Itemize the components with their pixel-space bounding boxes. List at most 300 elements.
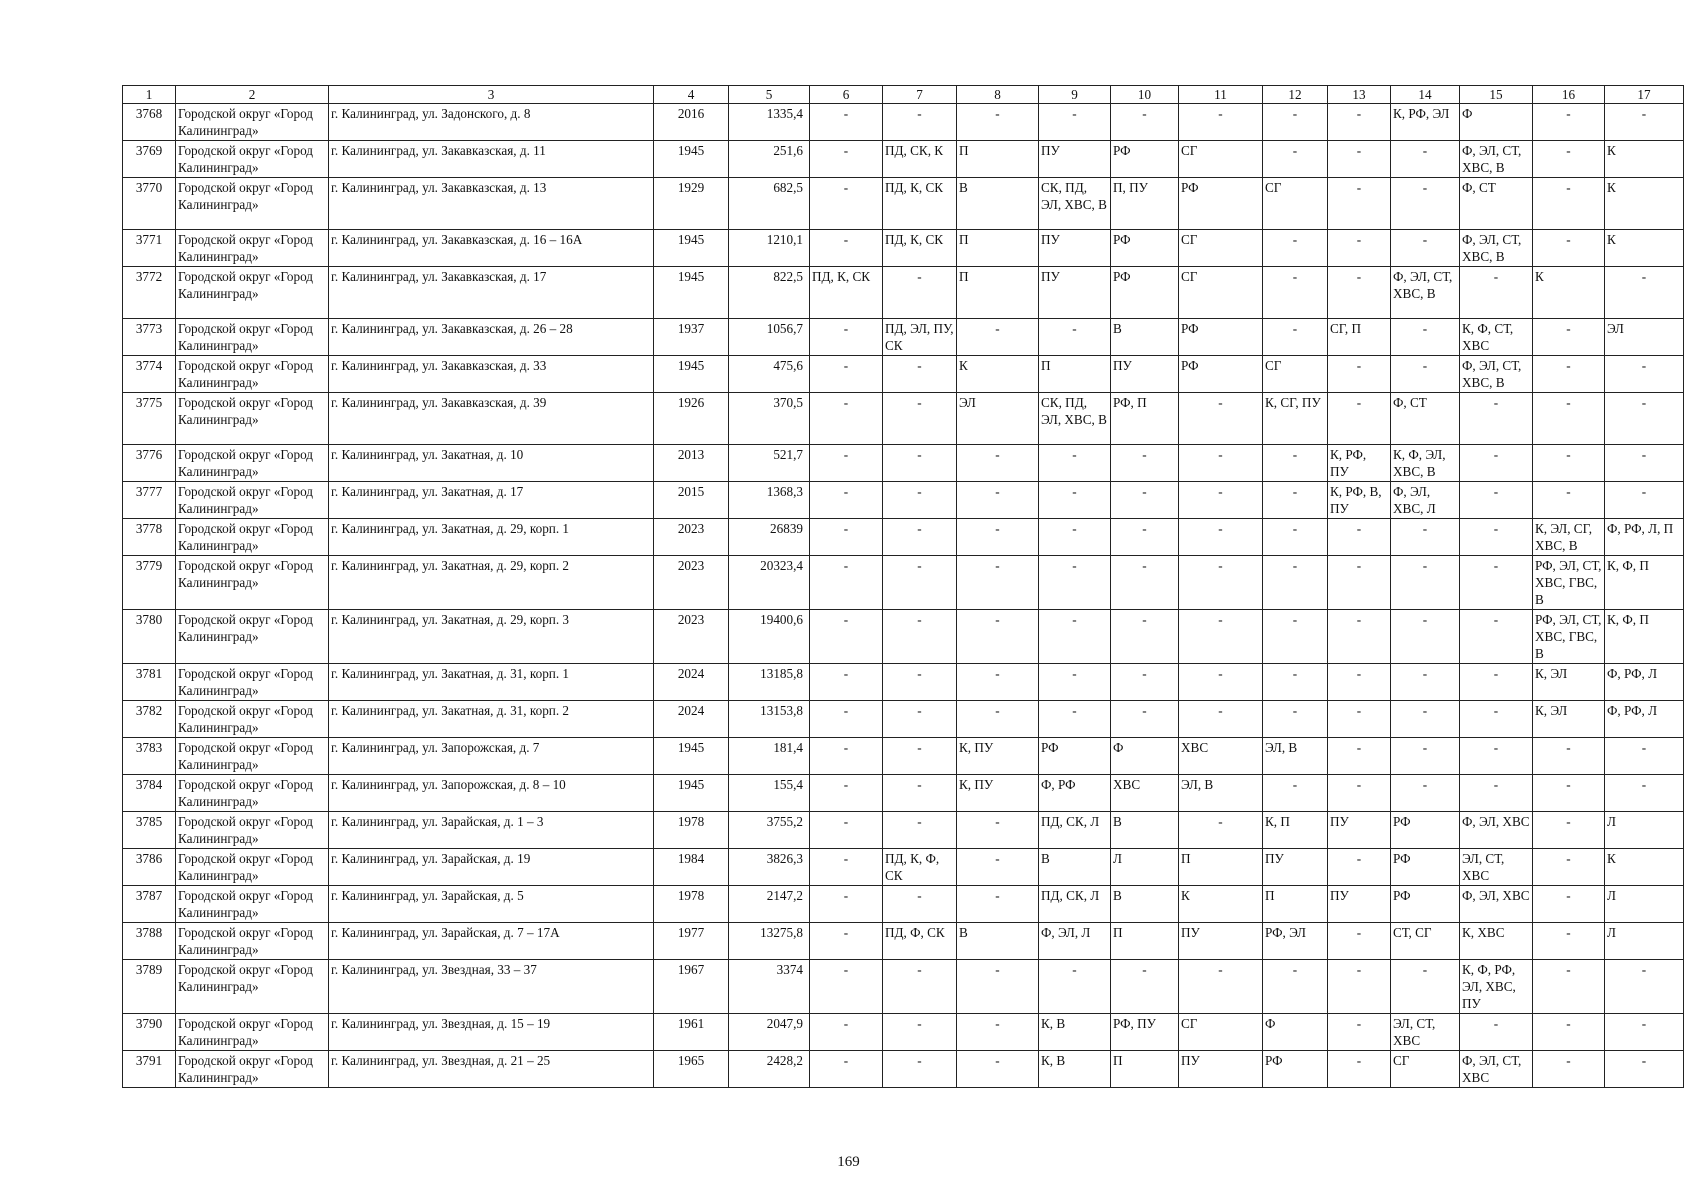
cell-col-11: РФ xyxy=(1179,356,1263,393)
cell-col-16: РФ, ЭЛ, СТ, ХВС, ГВС, В xyxy=(1533,556,1605,610)
cell-col-16: - xyxy=(1533,445,1605,482)
cell-col-14: РФ xyxy=(1391,812,1460,849)
cell-col-7: - xyxy=(883,812,957,849)
cell-col-13: - xyxy=(1328,701,1391,738)
table-row xyxy=(123,923,1684,960)
cell-col-8: - xyxy=(957,104,1039,141)
cell-col-12: РФ, ЭЛ xyxy=(1263,923,1328,960)
cell-col-11: - xyxy=(1179,445,1263,482)
cell-col-10: Ф xyxy=(1111,738,1179,775)
table-row xyxy=(123,356,1684,393)
cell-address: г. Калининград, ул. Зарайская, д. 19 xyxy=(329,849,654,886)
column-header: 12 xyxy=(1263,86,1328,104)
cell-row-number: 3787 xyxy=(123,886,176,923)
cell-col-10: РФ xyxy=(1111,230,1179,267)
table-row xyxy=(123,1051,1684,1088)
cell-year-built: 1945 xyxy=(654,356,729,393)
cell-year-built: 1967 xyxy=(654,960,729,1014)
column-header: 16 xyxy=(1533,86,1605,104)
cell-col-8: - xyxy=(957,960,1039,1014)
cell-col-11: К xyxy=(1179,886,1263,923)
cell-col-17: - xyxy=(1605,1051,1684,1088)
cell-row-number: 3781 xyxy=(123,664,176,701)
cell-col-13: - xyxy=(1328,738,1391,775)
cell-row-number: 3785 xyxy=(123,812,176,849)
cell-col-7: - xyxy=(883,519,957,556)
cell-col-15: - xyxy=(1460,1014,1533,1051)
cell-address: г. Калининград, ул. Звездная, д. 21 – 25 xyxy=(329,1051,654,1088)
cell-col-8: - xyxy=(957,482,1039,519)
cell-area: 822,5 xyxy=(729,267,810,319)
cell-address: г. Калининград, ул. Запорожская, д. 8 – 10 xyxy=(329,775,654,812)
cell-col-16: РФ, ЭЛ, СТ, ХВС, ГВС, В xyxy=(1533,610,1605,664)
cell-col-13: - xyxy=(1328,849,1391,886)
cell-col-13: - xyxy=(1328,178,1391,230)
cell-col-14: Ф, ЭЛ, ХВС, Л xyxy=(1391,482,1460,519)
cell-col-6: - xyxy=(810,556,883,610)
cell-col-7: - xyxy=(883,1051,957,1088)
table-row xyxy=(123,482,1684,519)
cell-address: г. Калининград, ул. Закавказская, д. 16 – 16А xyxy=(329,230,654,267)
cell-col-9: ПД, СК, Л xyxy=(1039,812,1111,849)
cell-col-16: К, ЭЛ xyxy=(1533,664,1605,701)
cell-col-12: - xyxy=(1263,141,1328,178)
cell-col-7: ПД, К, СК xyxy=(883,178,957,230)
cell-col-6: - xyxy=(810,230,883,267)
cell-col-7: ПД, Ф, СК xyxy=(883,923,957,960)
cell-year-built: 2024 xyxy=(654,701,729,738)
table-row xyxy=(123,230,1684,267)
cell-row-number: 3772 xyxy=(123,267,176,319)
cell-col-6: - xyxy=(810,849,883,886)
cell-municipality: Городской округ «Город Калининград» xyxy=(176,1051,329,1088)
cell-area: 13185,8 xyxy=(729,664,810,701)
cell-col-8: П xyxy=(957,267,1039,319)
registry-table xyxy=(122,85,1684,1088)
cell-col-16: - xyxy=(1533,1014,1605,1051)
cell-col-8: - xyxy=(957,319,1039,356)
cell-col-15: - xyxy=(1460,556,1533,610)
cell-col-15: К, Ф, СТ, ХВС xyxy=(1460,319,1533,356)
cell-col-17: Ф, РФ, Л xyxy=(1605,701,1684,738)
cell-col-12: П xyxy=(1263,886,1328,923)
cell-col-11: - xyxy=(1179,482,1263,519)
cell-year-built: 2023 xyxy=(654,556,729,610)
cell-col-11: ХВС xyxy=(1179,738,1263,775)
table-row xyxy=(123,178,1684,230)
cell-col-12: - xyxy=(1263,556,1328,610)
cell-municipality: Городской округ «Город Калининград» xyxy=(176,393,329,445)
table-row xyxy=(123,319,1684,356)
cell-municipality: Городской округ «Город Калининград» xyxy=(176,141,329,178)
cell-col-9: - xyxy=(1039,960,1111,1014)
cell-col-9: - xyxy=(1039,319,1111,356)
cell-col-8: К, ПУ xyxy=(957,738,1039,775)
cell-year-built: 1937 xyxy=(654,319,729,356)
cell-col-16: - xyxy=(1533,356,1605,393)
column-header: 15 xyxy=(1460,86,1533,104)
cell-col-11: - xyxy=(1179,393,1263,445)
cell-col-9: ПУ xyxy=(1039,230,1111,267)
cell-col-8: - xyxy=(957,519,1039,556)
cell-col-9: РФ xyxy=(1039,738,1111,775)
cell-area: 682,5 xyxy=(729,178,810,230)
cell-col-15: ЭЛ, СТ, ХВС xyxy=(1460,849,1533,886)
cell-col-7: - xyxy=(883,664,957,701)
cell-municipality: Городской округ «Город Калининград» xyxy=(176,923,329,960)
cell-address: г. Калининград, ул. Закатная, д. 31, корп. 2 xyxy=(329,701,654,738)
cell-col-6: - xyxy=(810,393,883,445)
cell-municipality: Городской округ «Город Калининград» xyxy=(176,356,329,393)
cell-area: 13153,8 xyxy=(729,701,810,738)
cell-col-17: - xyxy=(1605,356,1684,393)
cell-year-built: 1945 xyxy=(654,738,729,775)
cell-col-8: - xyxy=(957,1014,1039,1051)
cell-col-9: - xyxy=(1039,664,1111,701)
cell-municipality: Городской округ «Город Калининград» xyxy=(176,556,329,610)
cell-address: г. Калининград, ул. Зарайская, д. 7 – 17А xyxy=(329,923,654,960)
cell-col-13: - xyxy=(1328,664,1391,701)
cell-municipality: Городской округ «Город Калининград» xyxy=(176,1014,329,1051)
cell-col-6: - xyxy=(810,812,883,849)
cell-col-17: - xyxy=(1605,775,1684,812)
cell-col-7: - xyxy=(883,1014,957,1051)
cell-col-10: П xyxy=(1111,1051,1179,1088)
cell-municipality: Городской округ «Город Калининград» xyxy=(176,738,329,775)
cell-col-15: Ф, ЭЛ, ХВС xyxy=(1460,886,1533,923)
table-row xyxy=(123,812,1684,849)
cell-col-7: - xyxy=(883,738,957,775)
cell-row-number: 3773 xyxy=(123,319,176,356)
cell-col-14: - xyxy=(1391,701,1460,738)
cell-col-15: - xyxy=(1460,701,1533,738)
cell-col-10: - xyxy=(1111,104,1179,141)
cell-col-14: К, РФ, ЭЛ xyxy=(1391,104,1460,141)
cell-col-15: - xyxy=(1460,519,1533,556)
cell-col-17: - xyxy=(1605,960,1684,1014)
cell-row-number: 3769 xyxy=(123,141,176,178)
cell-col-14: - xyxy=(1391,960,1460,1014)
table-row xyxy=(123,556,1684,610)
cell-municipality: Городской округ «Город Калининград» xyxy=(176,664,329,701)
cell-col-10: Л xyxy=(1111,849,1179,886)
cell-col-13: - xyxy=(1328,141,1391,178)
cell-col-8: - xyxy=(957,701,1039,738)
cell-row-number: 3784 xyxy=(123,775,176,812)
cell-year-built: 1945 xyxy=(654,267,729,319)
cell-year-built: 2023 xyxy=(654,519,729,556)
table-row xyxy=(123,738,1684,775)
cell-col-6: - xyxy=(810,482,883,519)
cell-area: 1368,3 xyxy=(729,482,810,519)
cell-area: 20323,4 xyxy=(729,556,810,610)
cell-row-number: 3775 xyxy=(123,393,176,445)
cell-col-13: - xyxy=(1328,1014,1391,1051)
cell-col-16: - xyxy=(1533,886,1605,923)
cell-col-6: - xyxy=(810,610,883,664)
cell-row-number: 3777 xyxy=(123,482,176,519)
cell-address: г. Калининград, ул. Закавказская, д. 13 xyxy=(329,178,654,230)
cell-address: г. Калининград, ул. Задонского, д. 8 xyxy=(329,104,654,141)
cell-col-15: - xyxy=(1460,393,1533,445)
cell-col-16: - xyxy=(1533,104,1605,141)
cell-year-built: 2023 xyxy=(654,610,729,664)
cell-col-9: ПУ xyxy=(1039,267,1111,319)
cell-col-15: Ф, ЭЛ, СТ, ХВС, В xyxy=(1460,230,1533,267)
cell-col-6: - xyxy=(810,319,883,356)
cell-address: г. Калининград, ул. Закатная, д. 29, корп. 1 xyxy=(329,519,654,556)
column-header: 17 xyxy=(1605,86,1684,104)
cell-col-14: - xyxy=(1391,775,1460,812)
cell-col-12: - xyxy=(1263,230,1328,267)
cell-col-15: Ф, ЭЛ, ХВС xyxy=(1460,812,1533,849)
cell-col-7: ПД, ЭЛ, ПУ, СК xyxy=(883,319,957,356)
cell-col-9: - xyxy=(1039,104,1111,141)
cell-municipality: Городской округ «Город Калининград» xyxy=(176,445,329,482)
cell-col-10: ХВС xyxy=(1111,775,1179,812)
cell-col-6: ПД, К, СК xyxy=(810,267,883,319)
cell-col-10: П, ПУ xyxy=(1111,178,1179,230)
cell-col-17: - xyxy=(1605,738,1684,775)
cell-municipality: Городской округ «Город Калининград» xyxy=(176,319,329,356)
table-row xyxy=(123,519,1684,556)
cell-area: 521,7 xyxy=(729,445,810,482)
cell-col-16: К xyxy=(1533,267,1605,319)
cell-col-13: ПУ xyxy=(1328,886,1391,923)
cell-municipality: Городской округ «Город Калининград» xyxy=(176,519,329,556)
cell-col-7: - xyxy=(883,701,957,738)
column-header: 3 xyxy=(329,86,654,104)
cell-col-14: Ф, ЭЛ, СТ, ХВС, В xyxy=(1391,267,1460,319)
cell-col-17: К, Ф, П xyxy=(1605,556,1684,610)
cell-year-built: 2024 xyxy=(654,664,729,701)
cell-col-6: - xyxy=(810,1051,883,1088)
cell-col-11: - xyxy=(1179,104,1263,141)
table-body xyxy=(123,104,1684,1088)
cell-row-number: 3786 xyxy=(123,849,176,886)
table-row xyxy=(123,393,1684,445)
cell-col-11: РФ xyxy=(1179,178,1263,230)
cell-col-8: - xyxy=(957,556,1039,610)
cell-col-15: - xyxy=(1460,267,1533,319)
cell-row-number: 3779 xyxy=(123,556,176,610)
cell-col-13: - xyxy=(1328,610,1391,664)
cell-col-15: К, ХВС xyxy=(1460,923,1533,960)
cell-col-9: В xyxy=(1039,849,1111,886)
cell-address: г. Калининград, ул. Зарайская, д. 5 xyxy=(329,886,654,923)
cell-col-15: Ф, ЭЛ, СТ, ХВС, В xyxy=(1460,141,1533,178)
cell-col-9: П xyxy=(1039,356,1111,393)
cell-col-9: СК, ПД, ЭЛ, ХВС, В xyxy=(1039,178,1111,230)
cell-col-10: - xyxy=(1111,445,1179,482)
cell-year-built: 1978 xyxy=(654,886,729,923)
cell-col-14: ЭЛ, СТ, ХВС xyxy=(1391,1014,1460,1051)
column-header: 1 xyxy=(123,86,176,104)
cell-address: г. Калининград, ул. Закатная, д. 17 xyxy=(329,482,654,519)
cell-col-11: П xyxy=(1179,849,1263,886)
cell-col-11: СГ xyxy=(1179,1014,1263,1051)
cell-col-7: - xyxy=(883,445,957,482)
cell-col-14: - xyxy=(1391,556,1460,610)
cell-col-7: - xyxy=(883,960,957,1014)
cell-col-13: - xyxy=(1328,556,1391,610)
cell-col-12: - xyxy=(1263,267,1328,319)
cell-municipality: Городской округ «Город Калининград» xyxy=(176,960,329,1014)
cell-col-15: Ф, ЭЛ, СТ, ХВС xyxy=(1460,1051,1533,1088)
cell-col-11: - xyxy=(1179,701,1263,738)
cell-area: 1210,1 xyxy=(729,230,810,267)
cell-col-6: - xyxy=(810,1014,883,1051)
cell-area: 1056,7 xyxy=(729,319,810,356)
cell-col-17: К xyxy=(1605,141,1684,178)
cell-address: г. Калининград, ул. Запорожская, д. 7 xyxy=(329,738,654,775)
cell-col-17: - xyxy=(1605,445,1684,482)
cell-col-13: СГ, П xyxy=(1328,319,1391,356)
table-row xyxy=(123,960,1684,1014)
cell-row-number: 3780 xyxy=(123,610,176,664)
cell-col-11: ЭЛ, В xyxy=(1179,775,1263,812)
cell-col-14: - xyxy=(1391,178,1460,230)
cell-row-number: 3788 xyxy=(123,923,176,960)
cell-col-7: - xyxy=(883,267,957,319)
cell-col-12: ЭЛ, В xyxy=(1263,738,1328,775)
cell-col-12: - xyxy=(1263,519,1328,556)
cell-address: г. Калининград, ул. Закавказская, д. 17 xyxy=(329,267,654,319)
cell-col-16: - xyxy=(1533,141,1605,178)
cell-col-11: ПУ xyxy=(1179,1051,1263,1088)
cell-col-14: - xyxy=(1391,319,1460,356)
cell-col-7: - xyxy=(883,610,957,664)
cell-area: 155,4 xyxy=(729,775,810,812)
cell-col-17: Ф, РФ, Л xyxy=(1605,664,1684,701)
cell-col-16: - xyxy=(1533,812,1605,849)
cell-col-8: - xyxy=(957,610,1039,664)
cell-municipality: Городской округ «Город Калининград» xyxy=(176,230,329,267)
cell-col-15: - xyxy=(1460,775,1533,812)
cell-col-13: К, РФ, В, ПУ xyxy=(1328,482,1391,519)
cell-col-12: - xyxy=(1263,960,1328,1014)
cell-municipality: Городской округ «Город Калининград» xyxy=(176,267,329,319)
cell-col-13: - xyxy=(1328,960,1391,1014)
cell-col-12: - xyxy=(1263,482,1328,519)
cell-col-12: РФ xyxy=(1263,1051,1328,1088)
cell-address: г. Калининград, ул. Звездная, д. 15 – 19 xyxy=(329,1014,654,1051)
cell-col-12: СГ xyxy=(1263,178,1328,230)
cell-col-14: - xyxy=(1391,519,1460,556)
cell-col-16: - xyxy=(1533,230,1605,267)
cell-col-13: - xyxy=(1328,230,1391,267)
cell-col-9: - xyxy=(1039,610,1111,664)
cell-area: 2047,9 xyxy=(729,1014,810,1051)
cell-col-8: ЭЛ xyxy=(957,393,1039,445)
cell-col-8: - xyxy=(957,664,1039,701)
cell-col-10: - xyxy=(1111,482,1179,519)
cell-address: г. Калининград, ул. Закатная, д. 10 xyxy=(329,445,654,482)
cell-col-6: - xyxy=(810,519,883,556)
cell-col-9: - xyxy=(1039,556,1111,610)
cell-col-13: - xyxy=(1328,267,1391,319)
cell-municipality: Городской округ «Город Калининград» xyxy=(176,104,329,141)
cell-col-7: - xyxy=(883,556,957,610)
cell-col-17: - xyxy=(1605,104,1684,141)
cell-row-number: 3782 xyxy=(123,701,176,738)
cell-col-8: П xyxy=(957,230,1039,267)
cell-col-17: - xyxy=(1605,267,1684,319)
cell-col-6: - xyxy=(810,445,883,482)
cell-col-15: Ф, СТ xyxy=(1460,178,1533,230)
table-row xyxy=(123,664,1684,701)
cell-row-number: 3771 xyxy=(123,230,176,267)
cell-col-7: ПД, К, СК xyxy=(883,230,957,267)
cell-col-14: - xyxy=(1391,664,1460,701)
cell-col-11: ПУ xyxy=(1179,923,1263,960)
cell-address: г. Калининград, ул. Закатная, д. 29, корп. 2 xyxy=(329,556,654,610)
table-row xyxy=(123,775,1684,812)
cell-col-9: ПД, СК, Л xyxy=(1039,886,1111,923)
cell-col-8: К, ПУ xyxy=(957,775,1039,812)
cell-col-16: - xyxy=(1533,738,1605,775)
cell-col-11: - xyxy=(1179,610,1263,664)
cell-row-number: 3783 xyxy=(123,738,176,775)
cell-municipality: Городской округ «Город Калининград» xyxy=(176,812,329,849)
cell-address: г. Калининград, ул. Закавказская, д. 39 xyxy=(329,393,654,445)
cell-col-10: - xyxy=(1111,960,1179,1014)
cell-col-6: - xyxy=(810,356,883,393)
cell-col-13: - xyxy=(1328,519,1391,556)
cell-col-7: - xyxy=(883,482,957,519)
cell-row-number: 3789 xyxy=(123,960,176,1014)
cell-col-17: - xyxy=(1605,1014,1684,1051)
cell-col-17: Л xyxy=(1605,923,1684,960)
cell-col-9: - xyxy=(1039,445,1111,482)
cell-col-17: К xyxy=(1605,178,1684,230)
cell-col-14: СГ xyxy=(1391,1051,1460,1088)
cell-col-12: - xyxy=(1263,445,1328,482)
cell-col-11: - xyxy=(1179,519,1263,556)
cell-col-10: В xyxy=(1111,812,1179,849)
cell-col-14: - xyxy=(1391,610,1460,664)
table-row xyxy=(123,267,1684,319)
cell-col-6: - xyxy=(810,923,883,960)
cell-col-16: - xyxy=(1533,482,1605,519)
cell-col-6: - xyxy=(810,701,883,738)
column-header: 13 xyxy=(1328,86,1391,104)
cell-year-built: 1977 xyxy=(654,923,729,960)
cell-col-10: РФ xyxy=(1111,267,1179,319)
column-header: 5 xyxy=(729,86,810,104)
cell-col-12: - xyxy=(1263,664,1328,701)
cell-address: г. Калининград, ул. Закатная, д. 31, корп. 1 xyxy=(329,664,654,701)
cell-col-8: - xyxy=(957,1051,1039,1088)
cell-col-15: - xyxy=(1460,445,1533,482)
cell-year-built: 1929 xyxy=(654,178,729,230)
cell-address: г. Калининград, ул. Закавказская, д. 33 xyxy=(329,356,654,393)
cell-col-10: РФ xyxy=(1111,141,1179,178)
cell-col-15: - xyxy=(1460,610,1533,664)
cell-municipality: Городской округ «Город Калининград» xyxy=(176,775,329,812)
table-row xyxy=(123,610,1684,664)
column-header: 7 xyxy=(883,86,957,104)
cell-col-13: ПУ xyxy=(1328,812,1391,849)
cell-col-8: К xyxy=(957,356,1039,393)
cell-col-16: - xyxy=(1533,960,1605,1014)
cell-col-11: - xyxy=(1179,664,1263,701)
cell-area: 13275,8 xyxy=(729,923,810,960)
cell-col-6: - xyxy=(810,775,883,812)
cell-address: г. Калининград, ул. Закавказская, д. 11 xyxy=(329,141,654,178)
cell-col-17: - xyxy=(1605,482,1684,519)
cell-municipality: Городской округ «Город Калининград» xyxy=(176,610,329,664)
